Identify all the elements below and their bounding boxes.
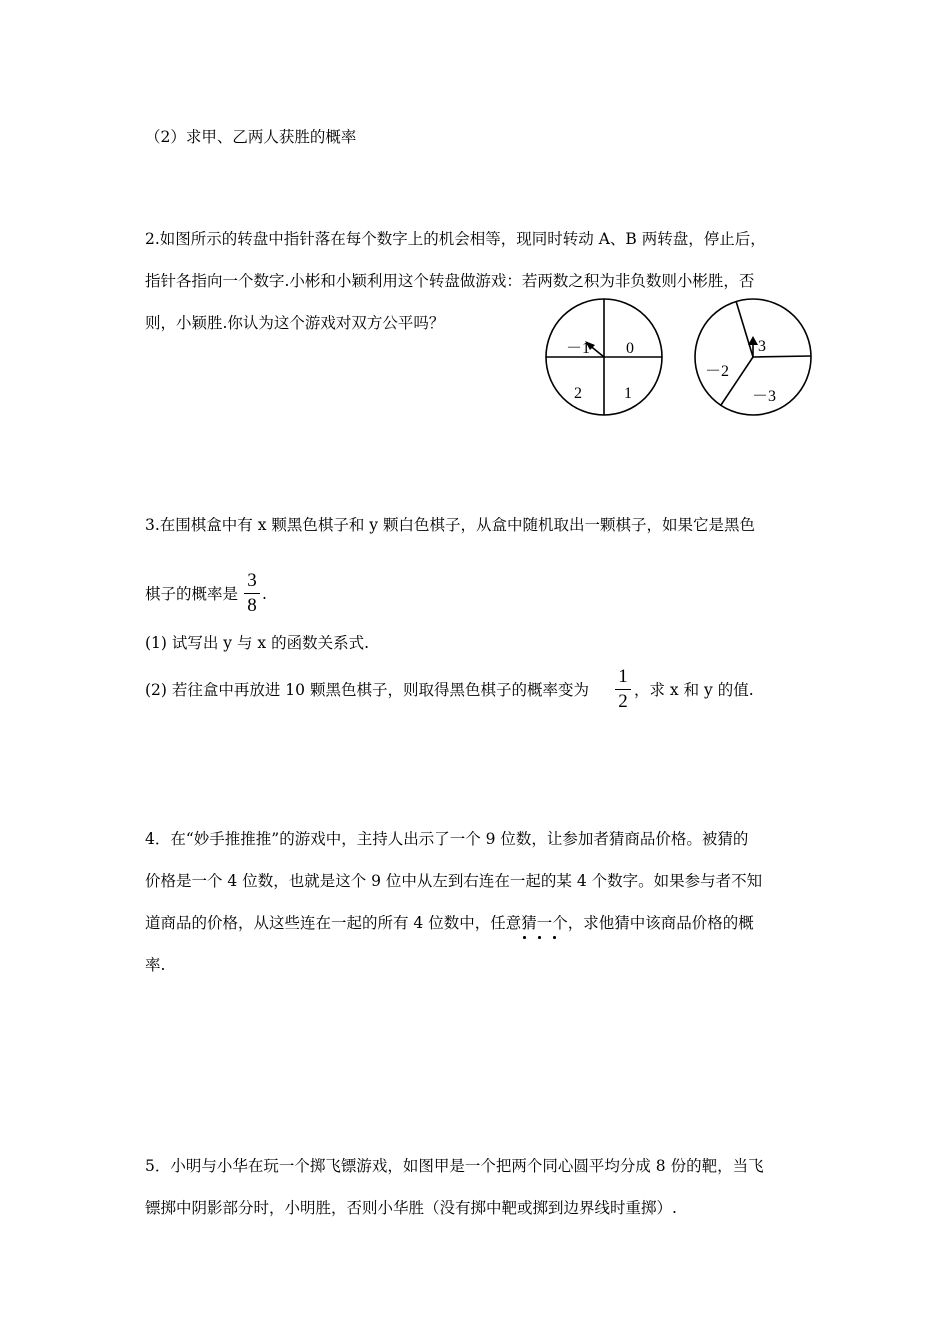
- spinner-b-label-neg3: －3: [752, 388, 777, 405]
- spinner-a-label-1: 1: [624, 385, 632, 402]
- q4-line2: 价格是一个 4 位数，也就是这个 9 位中从左到右连在一起的某 4 个数字。如果参与者不知: [145, 872, 763, 890]
- emphasis-dot: [523, 936, 526, 939]
- q2-line3: 则，小颖胜.你认为这个游戏对双方公平吗？: [145, 314, 445, 332]
- spinner-b-divider-2: [753, 356, 811, 357]
- fraction-numerator: 1: [618, 666, 628, 687]
- q4-line1: 4．在“妙手推推推”的游戏中，主持人出示了一个 9 位数，让参加者猜商品价格。被猜的: [145, 830, 749, 848]
- spinner-a-label-neg1: －1: [566, 340, 591, 357]
- q5-line1: 5．小明与小华在玩一个掷飞镖游戏，如图甲是一个把两个同心圆平均分成 8 份的靶，当飞: [145, 1157, 764, 1175]
- spinner-a-figure: [540, 295, 670, 420]
- fraction-bar: [244, 593, 260, 594]
- fraction-numerator: 3: [247, 570, 257, 591]
- spinner-b-label-neg2: －2: [705, 363, 730, 380]
- fraction-denominator: 2: [618, 691, 628, 713]
- spinner-b-divider-1: [736, 301, 753, 357]
- q3-line2-prefix: 棋子的概率是: [145, 585, 239, 603]
- q3-fraction-1-2: [615, 666, 631, 713]
- spinner-b-figure: [690, 295, 820, 420]
- emphasis-dot: [538, 936, 541, 939]
- q4-line3: 道商品的价格，从这些连在一起的所有 4 位数中，任意猜一个，求他猜中该商品价格的概: [145, 914, 754, 932]
- q3-line1: 3.在围棋盒中有 x 颗黑色棋子和 y 颗白色棋子，从盒中随机取出一颗棋子，如果它是黑色: [145, 516, 755, 534]
- q3-part1: (1) 试写出 y 与 x 的函数关系式.: [145, 634, 370, 652]
- spinner-b-pointer-head: [748, 336, 758, 345]
- q2-line2: 指针各指向一个数字.小彬和小颖利用这个转盘做游戏：若两数之积为非负数则小彬胜，否: [145, 272, 755, 290]
- fraction-bar: [615, 689, 631, 690]
- q3-line2-suffix: .: [262, 585, 267, 603]
- q4-line4: 率.: [145, 956, 166, 974]
- spinner-a-label-0: 0: [626, 340, 634, 357]
- q3-part2-prefix: (2) 若往盒中再放进 10 颗黑色棋子，则取得黑色棋子的概率变为: [145, 681, 589, 699]
- q1-part2: （2）求甲、乙两人获胜的概率: [145, 128, 357, 146]
- spinner-b-label-3: 3: [758, 338, 766, 355]
- q3-part2-suffix: ，求 x 和 y 的值.: [634, 681, 754, 699]
- q2-line1: 2.如图所示的转盘中指针落在每个数字上的机会相等，现同时转动 A、B 两转盘，停止后，: [145, 230, 766, 248]
- emphasis-dot: [553, 936, 556, 939]
- q5-line2: 镖掷中阴影部分时，小明胜，否则小华胜（没有掷中靶或掷到边界线时重掷）.: [145, 1199, 677, 1217]
- spinner-a-label-2: 2: [574, 385, 582, 402]
- q3-fraction-3-8: [244, 570, 260, 617]
- fraction-denominator: 8: [247, 595, 257, 617]
